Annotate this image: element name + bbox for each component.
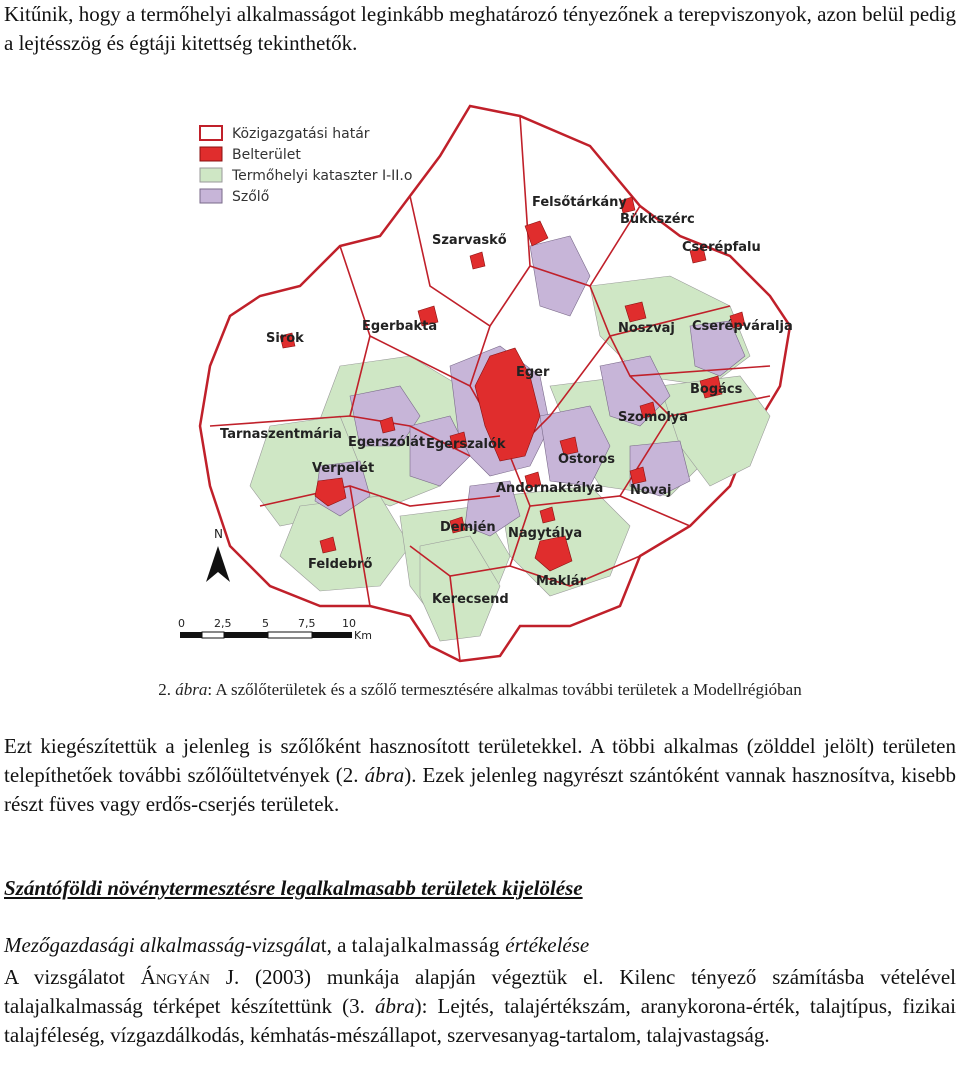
paragraph-method-author: Ángyán — [140, 965, 210, 989]
label-egerbakta: Egerbakta — [362, 319, 438, 334]
subheading-plain-1: t, a — [320, 933, 352, 957]
map-figure — [170, 86, 800, 666]
north-label: N — [214, 527, 223, 541]
label-egerszolat: Egerszólát — [348, 435, 426, 450]
paragraph-vineyards-figure-ref: ábra — [364, 763, 405, 787]
paragraph-method-part2: J. (2003) munkája alapján végeztük el. Kilenc tényező számításba vételével talajalkalmasság térképet készítettünk (3. — [4, 965, 956, 1018]
label-kerecsend: Kerecsend — [432, 592, 509, 607]
paragraph-vineyards — [4, 732, 956, 819]
subheading-italic-1: Mezőgazdasági alkalmasság-vizsgála — [4, 933, 321, 957]
scale-tick-4: 10 — [342, 617, 356, 630]
label-andornaktalya: Andornaktálya — [496, 481, 604, 496]
caption-label: ábra — [175, 680, 208, 699]
scale-unit: Km — [354, 629, 372, 642]
scale-tick-3: 7,5 — [298, 617, 316, 630]
caption-text: : A szőlőterületek és a szőlő termesztésére alkalmas további területek a Modellrégióban — [207, 680, 802, 699]
scale-tick-1: 2,5 — [214, 617, 232, 630]
scale-bar — [178, 617, 372, 642]
label-bogacs: Bogács — [690, 382, 743, 397]
label-ostoros: Ostoros — [558, 452, 616, 467]
paragraph-method-figure-ref: ábra — [374, 994, 415, 1018]
legend-label-urban-area: Belterület — [232, 147, 301, 163]
paragraph-method-part3: ): Lejtés, talajértékszám, aranykorona-érték, talajtípus, fizikai talajféleség, vízgazdálkodás, kémhatás-mészállapot, szervesanyag-tartalom, talajvastagság. — [4, 994, 956, 1047]
figure-caption — [0, 678, 960, 702]
label-egerszalok: Egerszalók — [426, 437, 506, 452]
label-feldebro: Feldebrő — [308, 557, 373, 572]
label-tarnaszentmaria: Tarnaszentmária — [220, 427, 342, 442]
legend-swatch-admin-border — [200, 126, 222, 140]
legend-swatch-urban-area — [200, 147, 222, 161]
subheading-italic-2: értékelése — [500, 933, 590, 957]
label-eger: Eger — [516, 365, 550, 380]
label-verpelet: Verpelét — [312, 461, 375, 476]
legend-swatch-vineyard — [200, 189, 222, 203]
paragraph-method — [4, 963, 956, 1050]
legend-swatch-cadastre — [200, 168, 222, 182]
label-nagytalya: Nagytálya — [508, 526, 583, 541]
paragraph-vineyards-part2: ). Ezek jelenleg nagyrészt szántóként vannak hasznosítva, kisebb részt füves vagy erdős-cserjés területek. — [4, 763, 957, 816]
subheading-plain-2: talajalkalmasság — [351, 933, 501, 957]
label-maklar: Maklár — [536, 574, 586, 589]
label-sirok: Sirok — [266, 331, 304, 346]
legend-label-admin-border: Közigazgatási határ — [232, 126, 370, 142]
legend-label-vineyard: Szőlő — [232, 189, 270, 205]
intro-paragraph: Kitűnik, hogy a termőhelyi alkalmasságot leginkább meghatározó tényezőnek a terepviszonyok, azon belül pedig a lejtésszög és égtáji kitettség tekinthetők. — [4, 2, 956, 55]
label-noszvaj: Noszvaj — [618, 321, 675, 336]
label-cserepvaralja: Cserépváralja — [692, 319, 793, 334]
label-szarvasko: Szarvaskő — [432, 233, 507, 248]
scale-tick-2: 5 — [262, 617, 269, 630]
caption-number: 2. — [158, 680, 176, 699]
scale-tick-0: 0 — [178, 617, 185, 630]
map-legend — [200, 126, 412, 205]
label-novaj: Novaj — [630, 483, 672, 498]
paragraph-vineyards-part1: Ezt kiegészítettük a jelenleg is szőlőként hasznosított területekkel. A többi alkalmas (zölddel jelölt) területen telepíthetőek további szőlőültetvények (2. — [4, 734, 956, 787]
label-cserepfalu: Cserépfalu — [682, 240, 761, 255]
paragraph-method-part1: A vizsgálatot — [4, 965, 141, 989]
legend-label-cadastre: Termőhelyi kataszter I-II.o — [232, 168, 413, 184]
label-demjen: Demjén — [440, 520, 496, 535]
section-heading: Szántóföldi növénytermesztésre legalkalmasabb területek kijelölése — [4, 876, 583, 900]
label-bukkszerc: Bükkszérc — [620, 212, 695, 227]
label-felsotarkany: Felsőtárkány — [532, 195, 627, 210]
label-szomolya: Szomolya — [618, 410, 689, 425]
subheading — [4, 933, 589, 958]
